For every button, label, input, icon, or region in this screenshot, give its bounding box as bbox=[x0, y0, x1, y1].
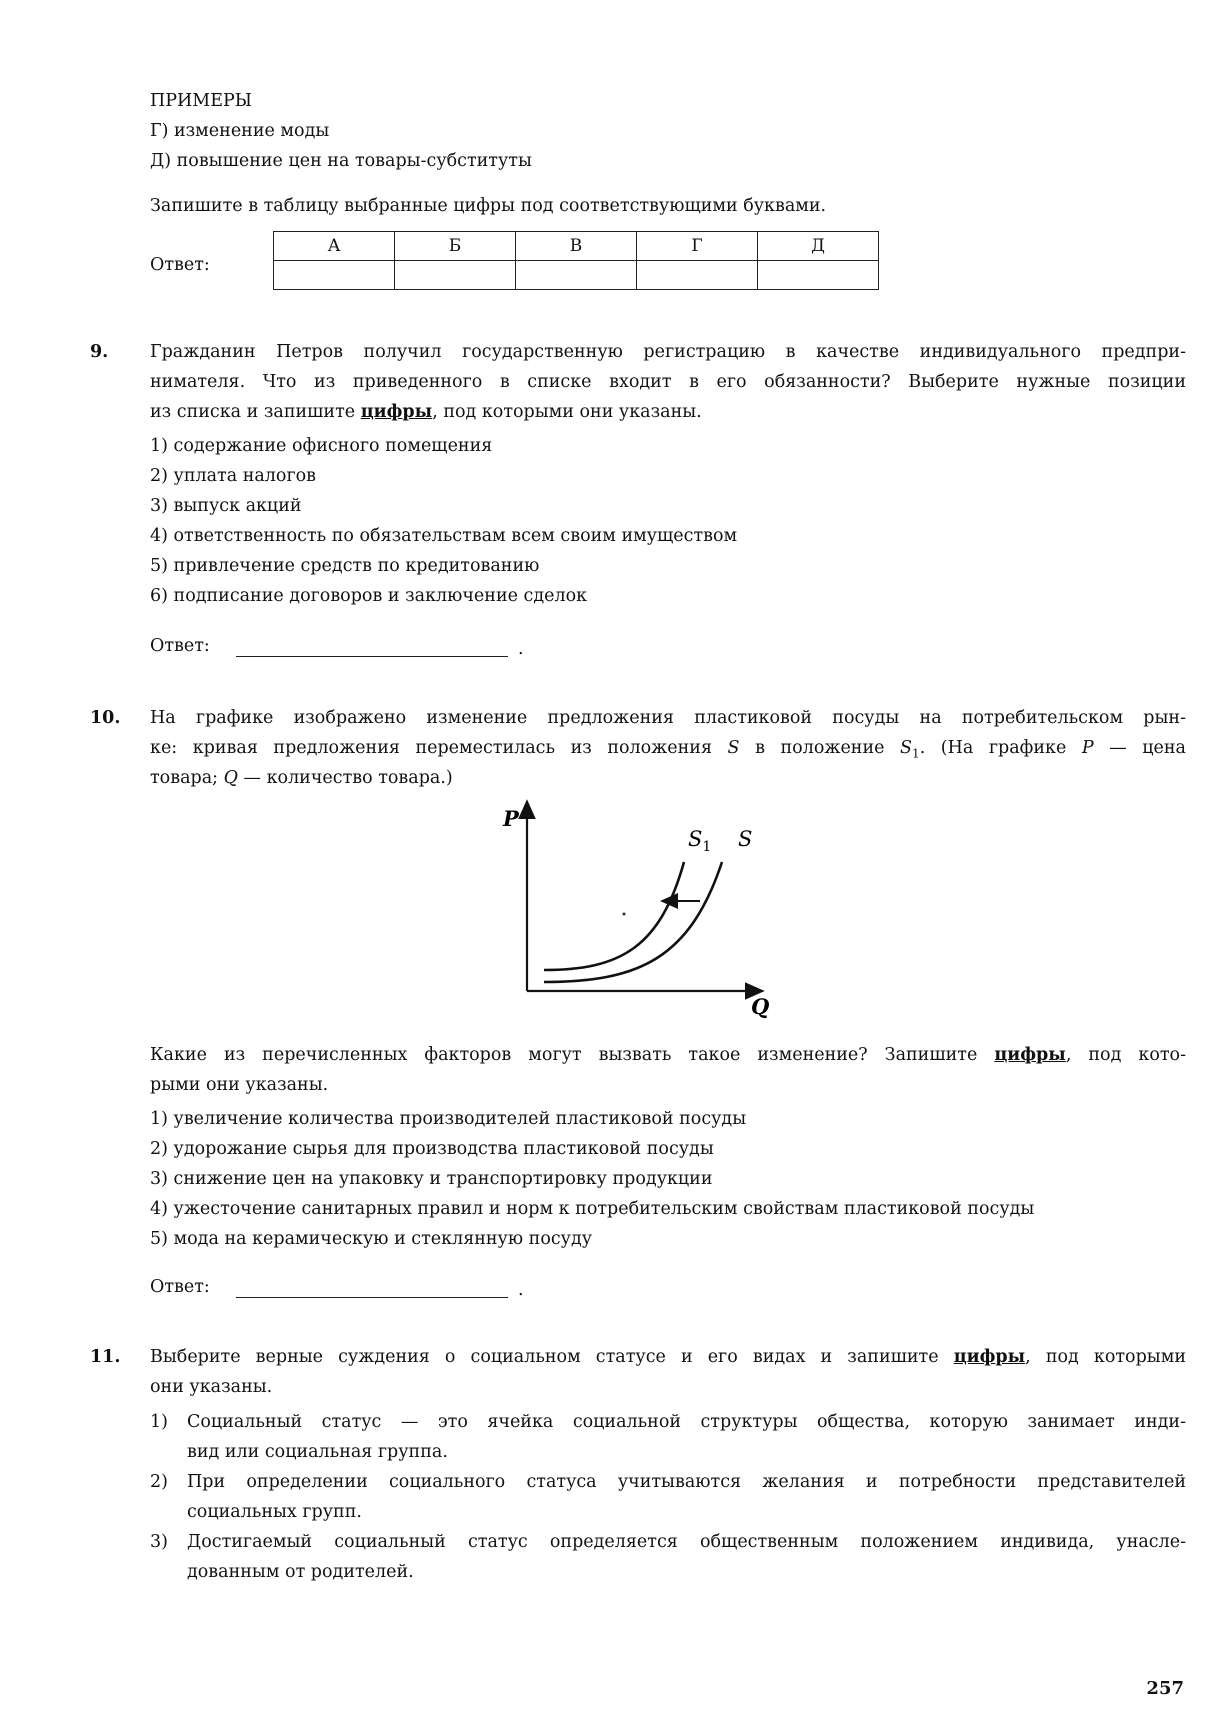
y-axis-label: P bbox=[503, 806, 519, 831]
page-number: 257 bbox=[1146, 1678, 1184, 1699]
question-11-option: дованным от родителей. bbox=[187, 1562, 414, 1582]
curve-s1-label-subscript: 1 bbox=[702, 839, 712, 855]
curve-s1-label-letter: S bbox=[688, 827, 703, 851]
question-10-emphasis: цифры bbox=[994, 1045, 1066, 1065]
question-10-answer-dot: . bbox=[518, 1280, 524, 1300]
question-10-text-part: в положение bbox=[739, 738, 901, 758]
answer-table-cell[interactable] bbox=[758, 261, 879, 290]
question-10-text: На графике изображено изменение предложения пластиковой посуды на потребительском рын- bbox=[150, 708, 1186, 728]
question-11-text bbox=[150, 1342, 1186, 1372]
question-11-option: Достигаемый социальный статус определяется общественным положением индивида, унасле- bbox=[187, 1532, 1186, 1552]
question-10-text-part: . (На графике bbox=[919, 738, 1082, 758]
curve-s1-label bbox=[688, 827, 711, 855]
question-11-text-part: Выберите верные суждения о социальном статусе и его видах и запишите bbox=[150, 1347, 954, 1367]
question-10-prompt-part: , под кото- bbox=[1065, 1045, 1186, 1065]
question-10-prompt: рыми они указаны. bbox=[150, 1075, 329, 1095]
question-11-option: Социальный статус — это ячейка социальной структуры общества, которую занимает инди- bbox=[187, 1412, 1186, 1432]
question-9-option: 2) уплата налогов bbox=[150, 466, 317, 486]
supply-curve-s bbox=[544, 862, 722, 982]
variable-p: P bbox=[1081, 738, 1094, 758]
x-axis-label: Q bbox=[751, 994, 770, 1019]
question-10-option: 3) снижение цен на упаковку и транспортировку продукции bbox=[150, 1169, 713, 1189]
question-9-option: 4) ответственность по обязательствам всем своим имуществом bbox=[150, 526, 738, 546]
supply-shift-graph bbox=[490, 798, 790, 1028]
question-11-option: вид или социальная группа. bbox=[187, 1442, 448, 1462]
question-9-number: 9. bbox=[90, 342, 109, 362]
question-10-text-part: — цена bbox=[1093, 738, 1186, 758]
answer-table-header: Д bbox=[758, 232, 879, 261]
question-9-answer-field[interactable] bbox=[236, 656, 508, 657]
question-11-option: При определении социального статуса учитываются желания и потребности представителей bbox=[187, 1472, 1186, 1492]
example-item-d: Д) повышение цен на товары-субституты bbox=[150, 151, 532, 171]
answer-table-header: Г bbox=[637, 232, 758, 261]
question-10-option: 5) мода на керамическую и стеклянную посуду bbox=[150, 1229, 593, 1249]
question-11-text: они указаны. bbox=[150, 1377, 273, 1397]
question-9-text: нимателя. Что из приведенного в списке входит в его обязанности? Выберите нужные позиции bbox=[150, 372, 1186, 392]
question-9-option: 5) привлечение средств по кредитованию bbox=[150, 556, 540, 576]
question-11-option-label: 2) bbox=[150, 1472, 168, 1492]
question-11-emphasis: цифры bbox=[953, 1347, 1026, 1367]
question-9-answer-dot: . bbox=[518, 639, 524, 659]
table-instruction: Запишите в таблицу выбранные цифры под соответствующими буквами. bbox=[150, 196, 827, 216]
question-10-option: 2) удорожание сырья для производства пластиковой посуды bbox=[150, 1139, 714, 1159]
question-10-prompt-part: Какие из перечисленных факторов могут вызвать такое изменение? Запишите bbox=[150, 1045, 995, 1065]
answer-label: Ответ: bbox=[150, 255, 210, 275]
question-9-option: 6) подписание договоров и заключение сделок bbox=[150, 586, 588, 606]
question-11-text-part: , под которыми bbox=[1025, 1347, 1186, 1367]
variable-s1: S bbox=[900, 738, 913, 758]
answer-table bbox=[273, 231, 879, 290]
question-10-answer-field[interactable] bbox=[236, 1297, 508, 1298]
answer-table-cell[interactable] bbox=[516, 261, 637, 290]
examples-heading: ПРИМЕРЫ bbox=[150, 91, 252, 111]
question-11-option-label: 3) bbox=[150, 1532, 168, 1552]
question-9-option: 1) содержание офисного помещения bbox=[150, 436, 493, 456]
question-9-text-part: , под которыми они указаны. bbox=[432, 402, 702, 422]
question-11-option-label: 1) bbox=[150, 1412, 168, 1432]
question-10-text-part: — количество товара.) bbox=[237, 768, 453, 788]
question-11-number: 11. bbox=[90, 1347, 121, 1367]
question-9-answer-label: Ответ: bbox=[150, 636, 210, 656]
answer-table-cell[interactable] bbox=[274, 261, 395, 290]
variable-s1-subscript: 1 bbox=[912, 746, 920, 761]
question-9-text bbox=[150, 397, 702, 427]
answer-table-header: А bbox=[274, 232, 395, 261]
question-11-option: социальных групп. bbox=[187, 1502, 362, 1522]
question-9-text-part: из списка и запишите bbox=[150, 402, 361, 422]
variable-s: S bbox=[727, 738, 740, 758]
question-10-text bbox=[150, 763, 453, 793]
question-10-answer-label: Ответ: bbox=[150, 1277, 210, 1297]
question-10-number: 10. bbox=[90, 708, 121, 728]
question-10-option: 1) увеличение количества производителей пластиковой посуды bbox=[150, 1109, 747, 1129]
question-9-option: 3) выпуск акций bbox=[150, 496, 302, 516]
question-10-prompt bbox=[150, 1040, 1186, 1070]
curve-s-label: S bbox=[738, 827, 753, 851]
answer-table-cell[interactable] bbox=[637, 261, 758, 290]
question-10-option: 4) ужесточение санитарных правил и норм к потребительским свойствам пластиковой посуды bbox=[150, 1199, 1035, 1219]
answer-table-header: Б bbox=[395, 232, 516, 261]
answer-table-header: В bbox=[516, 232, 637, 261]
speck bbox=[623, 913, 626, 916]
question-10-text-part: товара; bbox=[150, 768, 224, 788]
question-9-emphasis: цифры bbox=[360, 402, 433, 422]
example-item-g: Г) изменение моды bbox=[150, 121, 330, 141]
answer-table-cell[interactable] bbox=[395, 261, 516, 290]
variable-q: Q bbox=[223, 768, 238, 788]
question-9-text: Гражданин Петров получил государственную регистрацию в качестве индивидуального предпри- bbox=[150, 342, 1186, 362]
question-10-text-part: ке: кривая предложения переместилась из положения bbox=[150, 738, 728, 758]
